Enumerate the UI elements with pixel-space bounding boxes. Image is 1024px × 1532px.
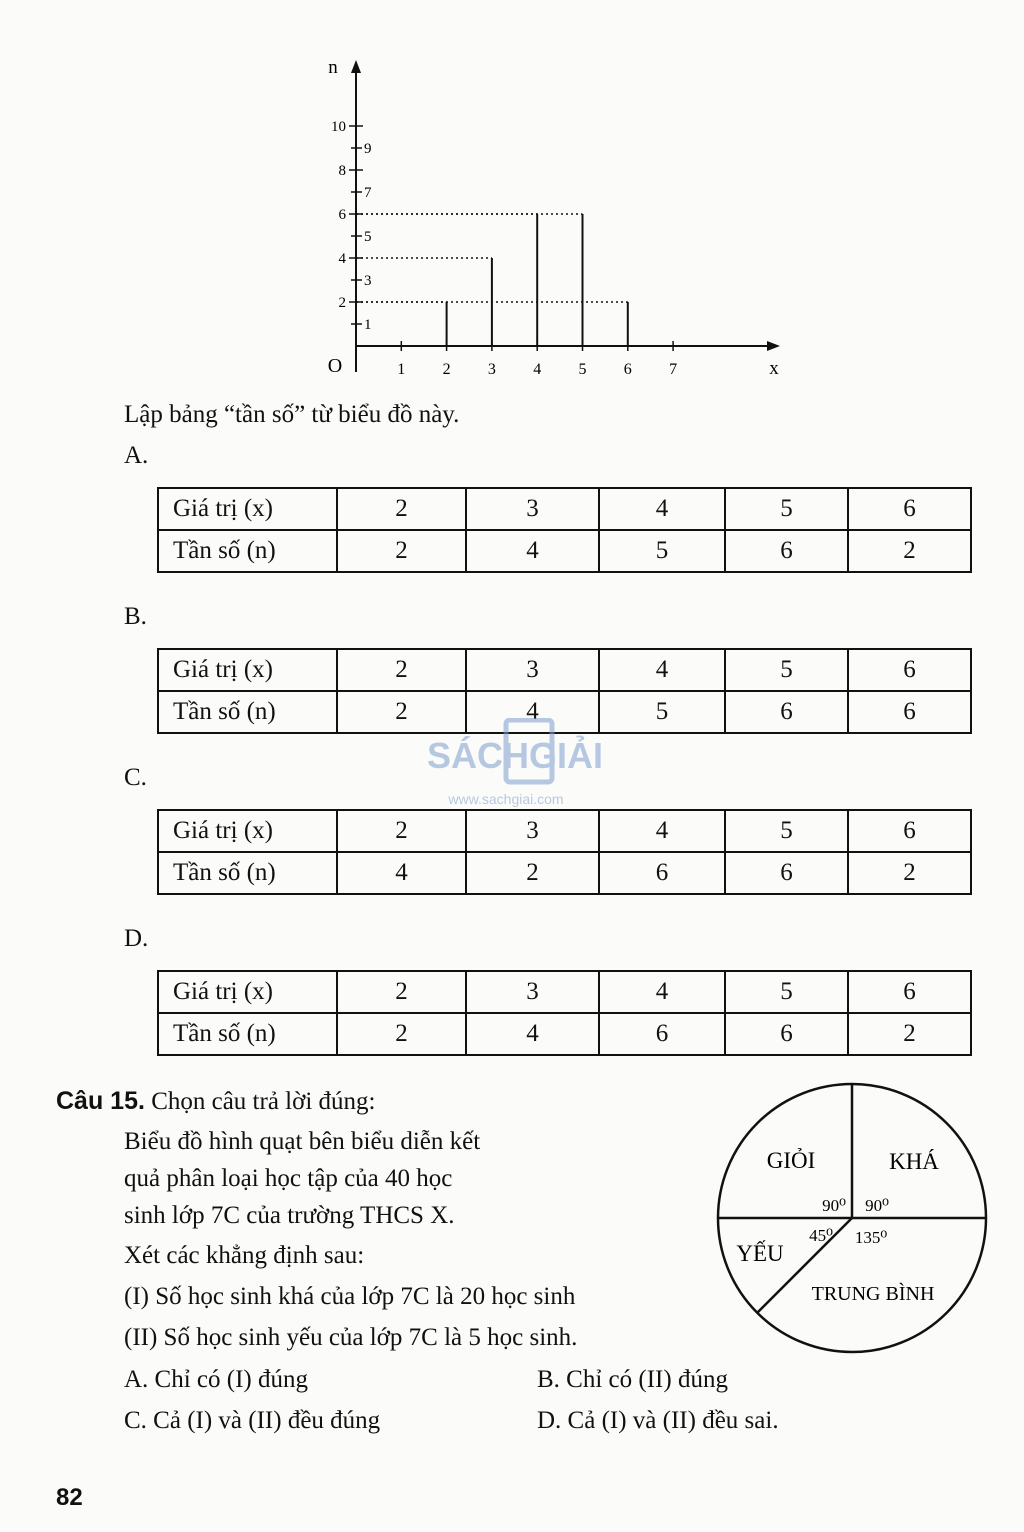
option-letter[interactable]: D. [124, 925, 149, 952]
answer-c[interactable]: C. Cả (I) và (II) đều đúng [124, 1407, 381, 1434]
frequency-cell: 2 [848, 852, 971, 894]
row-header: Tần số (n) [158, 691, 337, 733]
y-tick-label: 1 [364, 317, 372, 333]
value-cell: 4 [599, 971, 725, 1013]
frequency-table-option [157, 648, 972, 734]
origin-label: O [327, 355, 343, 377]
table-row [158, 530, 971, 572]
value-cell: 4 [599, 649, 725, 691]
value-cell: 6 [848, 810, 971, 852]
x-tick-label: 3 [487, 361, 496, 378]
pie-label-yeu: YẾU [736, 1241, 784, 1266]
x-tick-label: 6 [623, 361, 632, 378]
value-cell: 5 [725, 810, 848, 852]
frequency-cell: 2 [337, 530, 466, 572]
frequency-cell: 6 [725, 852, 848, 894]
frequency-cell: 4 [466, 1013, 599, 1055]
frequency-table-option [157, 487, 972, 573]
table-row [158, 649, 971, 691]
value-cell: 6 [848, 971, 971, 1013]
frequency-cell: 2 [337, 1013, 466, 1055]
watermark-brand: SÁCHGIẢI [426, 735, 604, 776]
question15-body-line: sinh lớp 7C của trường THCS X. [124, 1202, 455, 1229]
frequency-cell: 2 [466, 852, 599, 894]
table-row [158, 488, 971, 530]
x-axis-arrow-icon [767, 341, 780, 351]
row-header: Giá trị (x) [158, 649, 337, 691]
pie-angle-kha: 90⁰ [865, 1196, 889, 1215]
value-cell: 5 [725, 971, 848, 1013]
option-letter[interactable]: A. [124, 442, 149, 469]
value-cell: 5 [725, 649, 848, 691]
row-header: Giá trị (x) [158, 971, 337, 1013]
value-cell: 6 [848, 649, 971, 691]
table-row [158, 971, 971, 1013]
frequency-bar-chart [300, 50, 800, 390]
y-axis-arrow-icon [351, 60, 361, 73]
answer-d[interactable]: D. Cả (I) và (II) đều sai. [537, 1407, 779, 1434]
frequency-cell: 5 [599, 691, 725, 733]
value-cell: 6 [848, 488, 971, 530]
answer-a[interactable]: A. Chỉ có (I) đúng [124, 1366, 308, 1393]
option-letter[interactable]: C. [124, 764, 147, 791]
frequency-cell: 2 [848, 530, 971, 572]
value-cell: 2 [337, 810, 466, 852]
frequency-cell: 4 [337, 852, 466, 894]
value-cell: 2 [337, 488, 466, 530]
x-tick-label: 5 [578, 361, 587, 378]
pie-label-kha: KHÁ [889, 1149, 939, 1174]
frequency-cell: 2 [337, 691, 466, 733]
frequency-table-option [157, 809, 972, 895]
value-cell: 4 [599, 810, 725, 852]
frequency-cell: 6 [848, 691, 971, 733]
value-cell: 5 [725, 488, 848, 530]
question14-prompt: Lập bảng “tần số” từ biểu đồ này. [124, 401, 460, 428]
x-tick-label: 7 [669, 361, 678, 378]
pie-label-gioi: GIỎI [766, 1148, 816, 1173]
question15-body-line: quả phân loại học tập của 40 học [124, 1165, 453, 1192]
table-row [158, 691, 971, 733]
watermark-url: www.sachgiai.com [448, 791, 564, 807]
x-tick-label: 1 [397, 361, 406, 378]
pie-angle-trung-binh: 135⁰ [854, 1228, 888, 1247]
value-cell: 3 [466, 971, 599, 1013]
frequency-table-option [157, 970, 972, 1056]
pie-label-trung-binh: TRUNG BÌNH [811, 1283, 935, 1305]
y-tick-label: 10 [331, 119, 346, 135]
frequency-cell: 6 [599, 852, 725, 894]
value-cell: 3 [466, 488, 599, 530]
y-tick-label: 8 [338, 163, 346, 179]
row-header: Tần số (n) [158, 1013, 337, 1055]
value-cell: 3 [466, 649, 599, 691]
frequency-cell: 5 [599, 530, 725, 572]
question15-header [56, 1086, 375, 1117]
frequency-cell: 6 [599, 1013, 725, 1055]
y-axis-label: n [328, 57, 338, 78]
question15-body-line: Biểu đồ hình quạt bên biểu diễn kết [124, 1128, 481, 1155]
frequency-cell: 6 [725, 530, 848, 572]
question15-prompt: Chọn câu trả lời đúng: [151, 1088, 376, 1115]
value-cell: 3 [466, 810, 599, 852]
y-tick-label: 3 [364, 273, 372, 289]
y-tick-label: 4 [338, 251, 346, 267]
y-tick-label: 9 [364, 141, 372, 157]
classification-pie-chart [705, 1075, 1005, 1365]
frequency-cell: 6 [725, 1013, 848, 1055]
row-header: Tần số (n) [158, 852, 337, 894]
frequency-cell: 2 [848, 1013, 971, 1055]
pie-angle-yeu: 45⁰ [809, 1226, 833, 1245]
y-tick-label: 6 [338, 207, 346, 223]
answer-b[interactable]: B. Chỉ có (II) đúng [537, 1366, 728, 1393]
question15-body-line: (II) Số học sinh yếu của lớp 7C là 5 học sinh. [124, 1324, 578, 1351]
frequency-cell: 4 [466, 691, 599, 733]
frequency-cell: 6 [725, 691, 848, 733]
page-number: 82 [56, 1484, 83, 1511]
row-header: Tần số (n) [158, 530, 337, 572]
option-letter[interactable]: B. [124, 603, 147, 630]
table-row [158, 852, 971, 894]
x-tick-label: 4 [533, 361, 542, 378]
question15-body-line: (I) Số học sinh khá của lớp 7C là 20 học sinh [124, 1283, 576, 1310]
row-header: Giá trị (x) [158, 810, 337, 852]
table-row [158, 1013, 971, 1055]
x-axis-label: x [769, 358, 779, 379]
frequency-cell: 4 [466, 530, 599, 572]
row-header: Giá trị (x) [158, 488, 337, 530]
question15-body-line: Xét các khẳng định sau: [124, 1242, 365, 1269]
y-tick-label: 7 [364, 185, 372, 201]
x-tick-label: 2 [442, 361, 451, 378]
table-row [158, 810, 971, 852]
y-tick-label: 2 [338, 295, 346, 311]
value-cell: 2 [337, 971, 466, 1013]
value-cell: 2 [337, 649, 466, 691]
question15-label: Câu 15. [56, 1087, 145, 1115]
value-cell: 4 [599, 488, 725, 530]
y-tick-label: 5 [364, 229, 372, 245]
pie-angle-gioi: 90⁰ [822, 1196, 846, 1215]
